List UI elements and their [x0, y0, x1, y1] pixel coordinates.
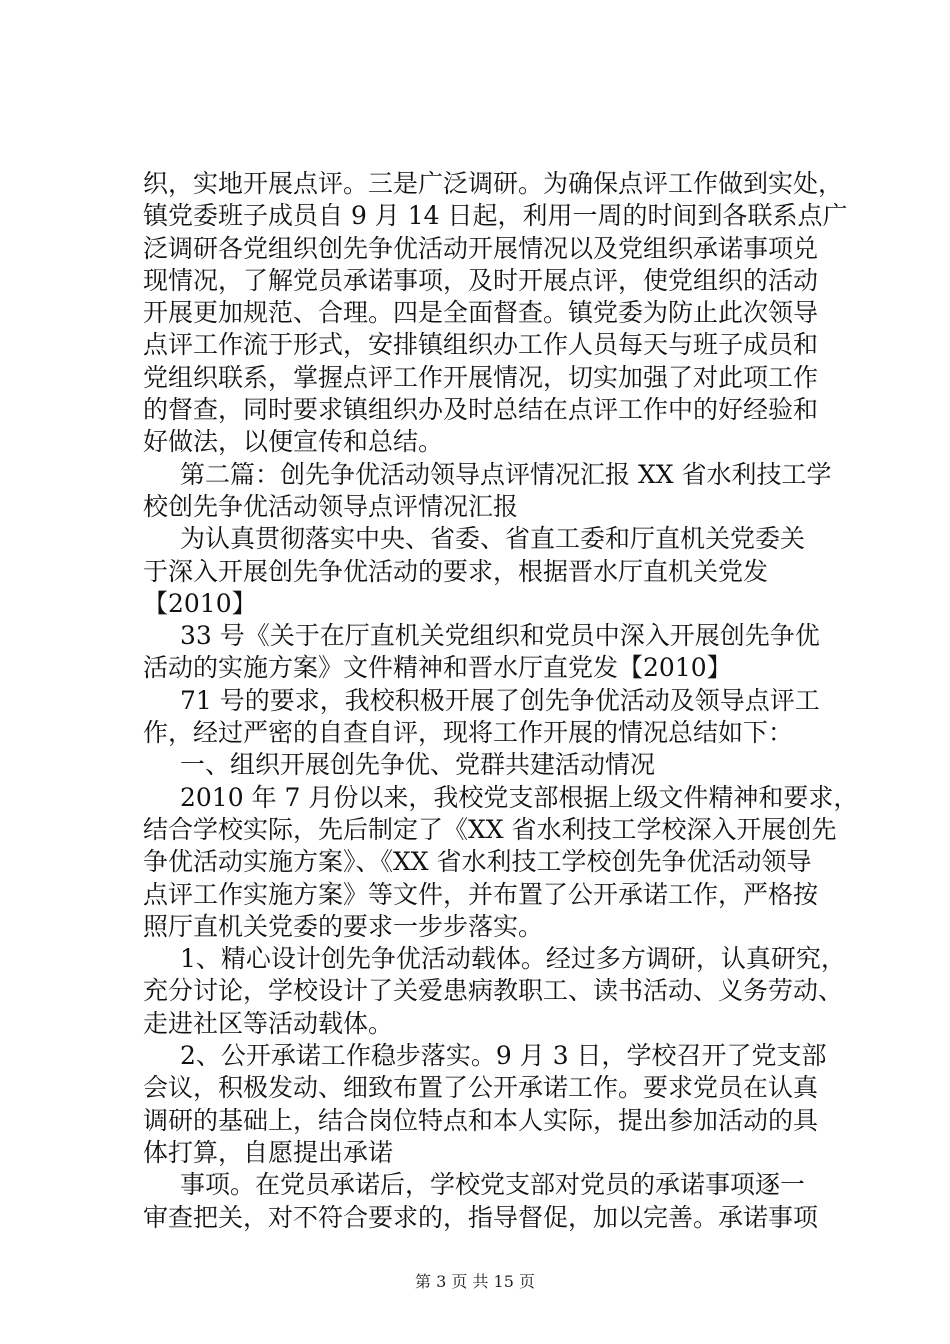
text-line: 为认真贯彻落实中央、省委、省直工委和厅直机关党委关	[180, 524, 806, 554]
text-line: 开展更加规范、合理。四是全面督查。镇党委为防止此次领导	[143, 298, 819, 328]
text-line: 点评工作实施方案》等文件，并布置了公开承诺工作，严格按	[143, 879, 819, 909]
text-line: 泛调研各党组织创先争优活动开展情况以及党组织承诺事项兑	[143, 233, 819, 263]
text-line: 于深入开展创先争优活动的要求，根据晋水厅直机关党发	[143, 556, 769, 586]
text-line: 会议，积极发动、细致布置了公开承诺工作。要求党员在认真	[143, 1073, 819, 1103]
text-line: 织，实地开展点评。三是广泛调研。为确保点评工作做到实处，	[143, 169, 844, 198]
text-line: 党组织联系，掌握点评工作开展情况，切实加强了对此项工作	[143, 362, 819, 392]
text-line: 审查把关，对不符合要求的，指导督促，加以完善。承诺事项	[143, 1202, 819, 1232]
text-line: 【2010】	[143, 588, 257, 618]
text-line: 一、组织开展创先争优、党群共建活动情况	[180, 750, 656, 780]
text-line: 1、精心设计创先争优活动载体。经过多方调研，认真研究，	[180, 944, 846, 974]
text-line: 第二篇：创先争优活动领导点评情况汇报 XX 省水利技工学	[180, 459, 832, 489]
page-footer: 第 3 页 共 15 页	[415, 1272, 535, 1291]
text-line: 2010 年 7 月份以来，我校党支部根据上级文件精神和要求，	[180, 782, 859, 812]
text-line: 好做法，以便宣传和总结。	[143, 427, 444, 457]
text-line: 充分讨论，学校设计了关爱患病教职工、读书活动、义务劳动、	[143, 976, 844, 1006]
text-line: 2、公开承诺工作稳步落实。9 月 3 日，学校召开了党支部	[180, 1041, 827, 1071]
text-line: 活动的实施方案》文件精神和晋水厅直党发【2010】	[143, 653, 732, 683]
text-line: 作，经过严密的自查自评，现将工作开展的情况总结如下：	[143, 718, 794, 748]
text-line: 的督查，同时要求镇组织办及时总结在点评工作中的好经验和	[143, 395, 819, 425]
text-line: 结合学校实际，先后制定了《XX 省水利技工学校深入开展创先	[143, 814, 837, 844]
text-line: 71 号的要求，我校积极开展了创先争优活动及领导点评工	[180, 685, 820, 715]
text-line: 体打算，自愿提出承诺	[143, 1137, 394, 1167]
text-line: 调研的基础上，结合岗位特点和本人实际，提出参加活动的具	[143, 1105, 819, 1135]
text-line: 争优活动实施方案》、《XX 省水利技工学校创先争优活动领导	[143, 847, 812, 877]
text-line: 现情况，了解党员承诺事项，及时开展点评，使党组织的活动	[143, 265, 819, 295]
text-line: 33 号《关于在厅直机关党组织和党员中深入开展创先争优	[180, 621, 820, 651]
text-line: 走进社区等活动载体。	[143, 1008, 394, 1038]
text-line: 事项。在党员承诺后，学校党支部对党员的承诺事项逐一	[180, 1170, 806, 1200]
document-body	[143, 168, 859, 1234]
text-line: 校创先争优活动领导点评情况汇报	[143, 491, 519, 521]
text-line: 镇党委班子成员自 9 月 14 日起，利用一周的时间到各联系点广	[143, 201, 848, 231]
text-line: 点评工作流于形式，安排镇组织办工作人员每天与班子成员和	[143, 330, 819, 360]
text-line: 照厅直机关党委的要求一步步落实。	[143, 911, 544, 941]
